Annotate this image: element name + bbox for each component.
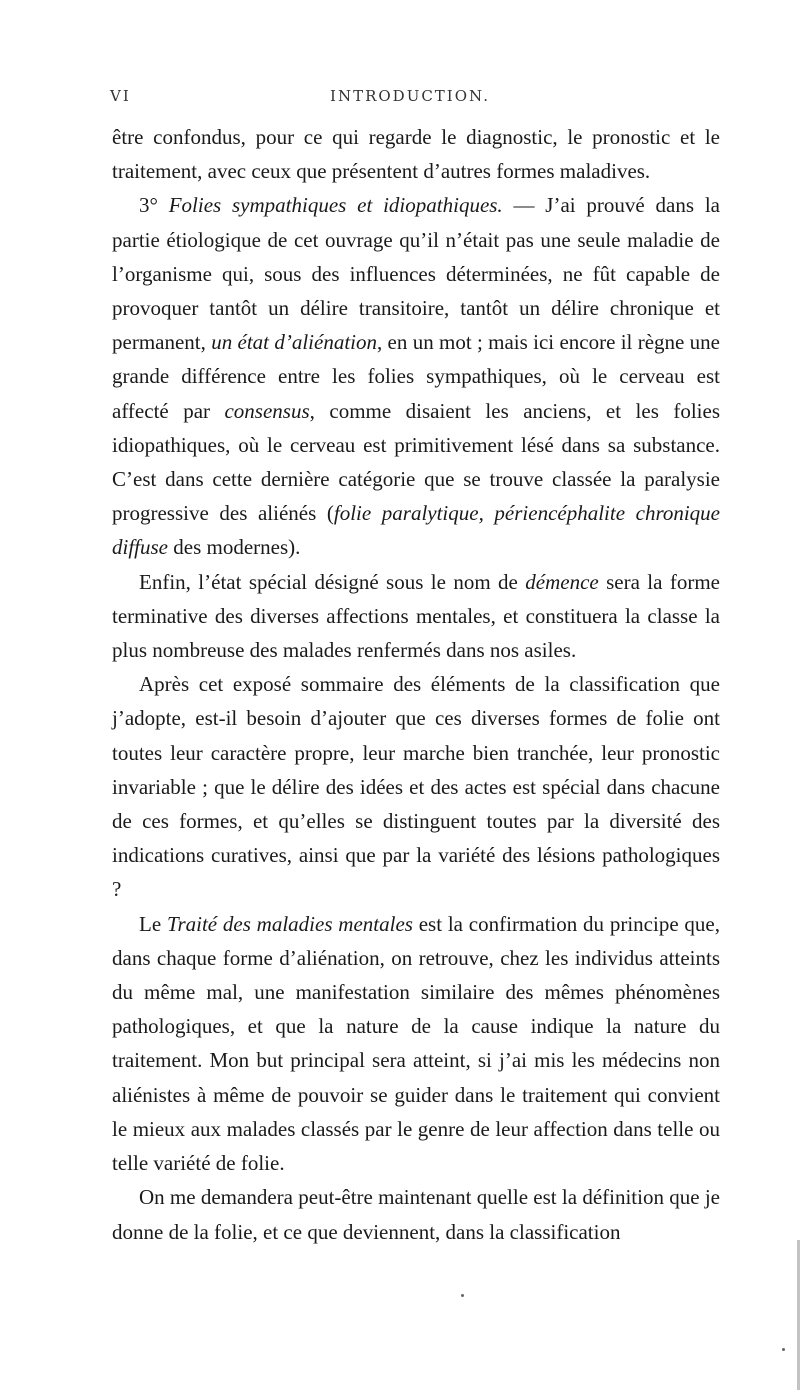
- paragraph-demence: [112, 565, 720, 668]
- paragraph-classification: [112, 667, 720, 906]
- italic-text: consensus: [224, 398, 310, 423]
- running-title: INTRODUCTION.: [330, 87, 490, 105]
- italic-text: folie paralytique, périencéphalite chronique diffuse: [112, 501, 720, 560]
- text-run: être confondus, pour ce qui regarde le diagnostic, le pronostic et le traitement, avec ceux que présentent d’autres formes maladives.: [112, 125, 720, 184]
- text-run: est la confirmation du principe que, dans chaque forme d’aliénation, on retrouve, chez les individus atteints du même mal, une manifestation similaire des mêmes phénomènes pathologiques, et que la nature de la cause indique la nature du traitement. Mon but principal sera atteint, si j’ai mis les médecins non aliénistes à même de pouvoir se guider dans le traitement qui convient le mieux aux malades classés par le genre de leur affection dans telle ou telle variété de folie.: [112, 911, 720, 1176]
- text-run: Après cet exposé sommaire des éléments de la classification que j’adopte, est-il besoin d’ajouter que ces diverses formes de folie ont toutes leur caractère propre, leur marche bien tranchée, leur pronostic invariable ; que le délire des idées et des actes est spécial dans chacune de ces formes, et qu’elles se distinguent toutes par la diversité des indications curatives, ainsi que par la variété des lésions pathologiques ?: [112, 672, 720, 902]
- paragraph-traite: [112, 907, 720, 1181]
- italic-text: Folies sympathiques et idiopathiques.: [168, 193, 503, 218]
- italic-text: Traité des maladies mentales: [166, 911, 413, 936]
- text-run: Enfin, l’état spécial désigné sous le nom de: [139, 569, 526, 594]
- print-speck: [782, 1348, 785, 1351]
- running-head: [110, 87, 710, 109]
- text-run: , en un mot ; mais ici encore il règne une grande différence entre les folies sympathiques, où le cerveau est affecté par: [112, 330, 720, 423]
- paragraph-definition: [112, 1180, 720, 1248]
- body-text: [112, 120, 720, 1249]
- paragraph-continuation: [112, 120, 720, 188]
- text-run: 3°: [139, 193, 169, 218]
- text-run: sera la forme terminative des diverses affections mentales, et constituera la classe la plus nombreuse des malades renfermés dans nos asiles.: [112, 569, 720, 663]
- italic-text: démence: [525, 569, 599, 594]
- print-speck: [461, 1294, 464, 1297]
- page-number: VI: [110, 87, 131, 105]
- paragraph-folies-sympathiques: [112, 188, 720, 564]
- text-run: des modernes).: [168, 535, 301, 560]
- text-run: — J’ai prouvé dans la partie étiologique de cet ouvrage qu’il n’était pas une seule maladie de l’organisme qui, sous des influences déterminées, ne fût capable de provoquer tantôt un délire transitoire, tantôt un délire chronique et permanent,: [112, 193, 720, 355]
- text-run: , comme disaient les anciens, et les folies idiopathiques, où le cerveau est primitivement lésé dans sa substance. C’est dans cette dernière catégorie que se trouve classée la paralysie progressive des aliénés (: [112, 398, 720, 526]
- text-run: On me demandera peut-être maintenant quelle est la définition que je donne de la folie, et ce que deviennent, dans la classification: [112, 1185, 720, 1244]
- text-run: Le: [139, 911, 167, 936]
- italic-text: un état d’aliénation: [211, 330, 377, 355]
